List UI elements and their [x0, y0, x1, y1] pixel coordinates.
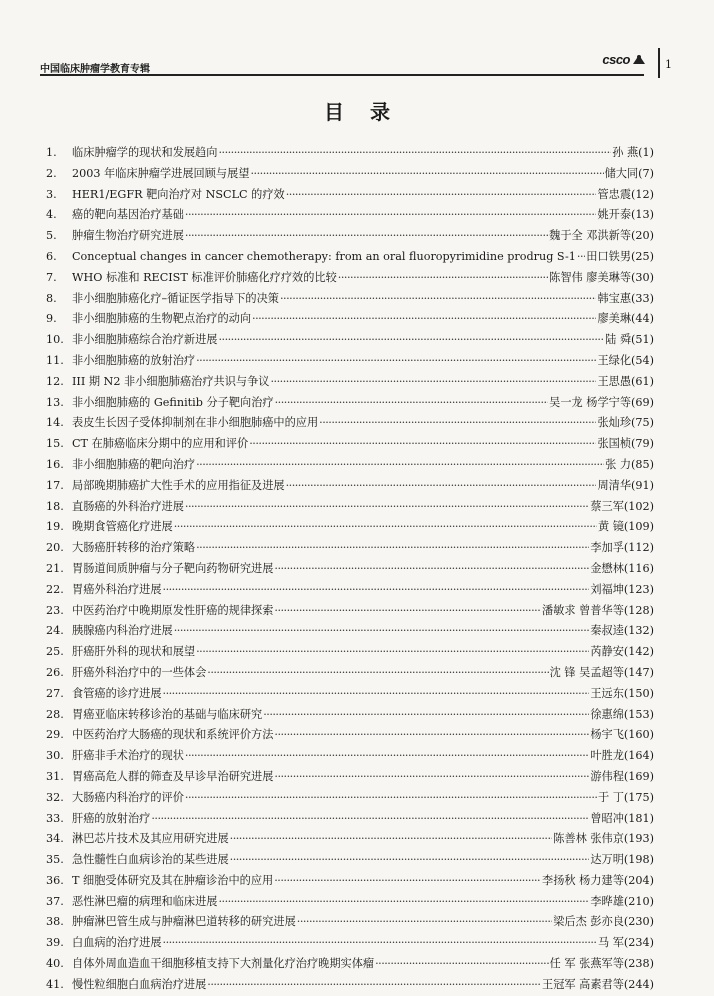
entry-page: (128) [623, 603, 654, 617]
toc-entry[interactable] [46, 975, 654, 996]
dot-leader [218, 892, 589, 913]
entry-page: (54) [631, 353, 654, 367]
toc-entry[interactable] [46, 351, 654, 372]
entry-page: (51) [631, 333, 654, 347]
entry-number: 7. [46, 270, 57, 284]
dot-leader [375, 954, 549, 975]
entry-title: 慢性粒细胞白血病治疗进展 [72, 977, 207, 991]
entry-title: 白血病的治疗进展 [72, 936, 162, 950]
page-header [40, 52, 672, 76]
entry-number: 13. [46, 395, 64, 409]
entry-title: 大肠癌肝转移的治疗策略 [72, 541, 196, 555]
entry-number: 35. [46, 853, 64, 867]
toc-entry[interactable] [46, 226, 654, 247]
dot-leader [297, 912, 552, 933]
toc-entry[interactable] [46, 892, 654, 913]
entry-number: 22. [46, 582, 64, 596]
toc-entry[interactable] [46, 434, 654, 455]
entry-title: CT 在肺癌临床分期中的应用和评价 [72, 437, 249, 451]
entry-title: 急性髓性白血病诊治的某些进展 [72, 853, 229, 867]
entry-number: 4. [46, 208, 57, 222]
toc-entry[interactable] [46, 309, 654, 330]
entry-page: (75) [631, 416, 654, 430]
logo-text: csco [602, 52, 630, 67]
entry-author: 陆 舜 [605, 333, 632, 347]
dot-leader [174, 621, 590, 642]
toc-entry[interactable] [46, 788, 654, 809]
entry-page: (30) [631, 270, 654, 284]
entry-author: 沈 锋 吴孟超等 [549, 665, 624, 679]
entry-author: 潘敏求 曾普华等 [542, 603, 624, 617]
dot-leader [274, 601, 541, 622]
toc-entry[interactable] [46, 164, 654, 185]
entry-title: III 期 N2 非小细胞肺癌治疗共识与争议 [72, 374, 270, 388]
entry-page: (160) [623, 728, 654, 742]
entry-title: 食管癌的诊疗进展 [72, 686, 162, 700]
entry-author: 陈善林 张伟京 [553, 832, 624, 846]
toc-entry[interactable] [46, 705, 654, 726]
dot-leader [207, 663, 548, 684]
toc-entry[interactable] [46, 559, 654, 580]
entry-number: 30. [46, 749, 64, 763]
entry-author: 于 丁 [597, 790, 624, 804]
entry-number: 39. [46, 936, 64, 950]
entry-number: 34. [46, 832, 64, 846]
entry-title: HER1/EGFR 靶向治疗对 NSCLC 的疗效 [72, 187, 285, 201]
entry-title: 胰腺癌内科治疗进展 [72, 624, 173, 638]
entry-author: 金懋林 [590, 561, 624, 575]
entry-title: 大肠癌内科治疗的评价 [72, 790, 184, 804]
dot-leader [196, 351, 596, 372]
entry-author: 管忠震 [597, 187, 632, 201]
entry-author: 叶胜龙 [590, 749, 624, 763]
entry-number: 16. [46, 457, 64, 471]
toc-entry[interactable] [46, 247, 654, 268]
entry-author: 王远东 [590, 686, 624, 700]
entry-title: 非小细胞肺癌的放射治疗 [72, 353, 196, 367]
entry-title: 中医药治疗大肠癌的现状和系统评价方法 [72, 728, 274, 742]
entry-author: 周清华 [597, 478, 632, 492]
dot-leader [185, 497, 589, 518]
dot-leader [338, 268, 548, 289]
entry-title: 2003 年临床肿瘤学进展回顾与展望 [72, 166, 250, 180]
logo-figure-icon [632, 53, 646, 65]
entry-author: 任 军 张燕军等 [549, 957, 624, 971]
entry-author: 秦叔逵 [590, 624, 624, 638]
entry-page: (153) [623, 707, 654, 721]
entry-author: 王绿化 [597, 353, 632, 367]
dot-leader [274, 871, 541, 892]
dot-leader [185, 205, 597, 226]
entry-number: 2. [46, 166, 57, 180]
entry-page: (85) [631, 457, 654, 471]
entry-author: 曾昭冲 [590, 811, 624, 825]
entry-page: (1) [638, 146, 654, 159]
toc-entry[interactable] [46, 289, 654, 310]
entry-title: 局部晚期肺癌扩大性手术的应用指征及进展 [72, 478, 285, 492]
dot-leader [185, 226, 548, 247]
dot-leader [274, 559, 589, 580]
csco-logo [602, 52, 646, 67]
entry-number: 12. [46, 374, 64, 388]
entry-page: (132) [623, 624, 654, 638]
toc-entry[interactable] [46, 455, 654, 476]
entry-author: 游伟程 [590, 769, 624, 783]
entry-title: 癌的靶向基因治疗基础 [72, 208, 184, 222]
entry-title: 肿瘤淋巴管生成与肿瘤淋巴道转移的研究进展 [72, 915, 296, 929]
entry-page: (12) [631, 187, 654, 201]
entry-author: 廖美琳 [597, 312, 632, 326]
dot-leader [218, 143, 611, 164]
entry-page: (193) [623, 832, 654, 846]
toc-entry[interactable] [46, 185, 654, 206]
entry-author: 魏于全 邓洪新等 [549, 229, 632, 243]
entry-author: 张 力 [605, 457, 632, 471]
entry-author: 黄 镜 [597, 520, 624, 534]
dot-leader [274, 725, 589, 746]
entry-author: 李扬秋 杨力建等 [542, 873, 624, 887]
entry-number: 19. [46, 520, 64, 534]
entry-title: 非小细胞肺癌的生物靶点治疗的动向 [72, 312, 252, 326]
entry-page: (234) [623, 936, 654, 950]
dot-leader [319, 413, 596, 434]
dot-leader [185, 746, 589, 767]
header-rule [40, 74, 644, 76]
entry-number: 14. [46, 416, 64, 430]
entry-title: 非小细胞肺癌的靶向治疗 [72, 457, 196, 471]
entry-number: 3. [46, 187, 57, 201]
dot-leader [286, 185, 597, 206]
entry-number: 28. [46, 707, 64, 721]
entry-page: (150) [623, 686, 654, 700]
dot-leader [263, 705, 589, 726]
entry-number: 37. [46, 894, 64, 908]
entry-number: 33. [46, 811, 64, 825]
toc-entry[interactable] [46, 497, 654, 518]
toc-entry[interactable] [46, 580, 654, 601]
entry-title: 胃肠道间质肿瘤与分子靶向药物研究进展 [72, 561, 274, 575]
entry-page: (198) [623, 853, 654, 867]
dot-leader [230, 850, 590, 871]
toc-entry[interactable] [46, 725, 654, 746]
entry-title: 肝癌的放射治疗 [72, 811, 151, 825]
entry-number: 38. [46, 915, 64, 929]
entry-page: (44) [631, 312, 654, 326]
page-number: 1 [665, 58, 672, 71]
toc-entry[interactable] [46, 809, 654, 830]
entry-number: 17. [46, 478, 64, 492]
entry-page: (61) [631, 374, 654, 388]
toc-entry[interactable] [46, 205, 654, 226]
toc-entry[interactable] [46, 684, 654, 705]
dot-leader [185, 788, 597, 809]
entry-author: 王思愚 [597, 374, 632, 388]
dot-leader [151, 809, 589, 830]
toc-entry[interactable] [46, 393, 654, 414]
entry-page: (230) [623, 915, 654, 929]
entry-number: 8. [46, 291, 57, 305]
entry-author: 马 军 [597, 936, 624, 950]
dot-leader [577, 247, 585, 268]
entry-number: 26. [46, 665, 64, 679]
entry-title: 肝癌外科治疗中的一些体会 [72, 665, 207, 679]
entry-title: 表皮生长因子受体抑制剂在非小细胞肺癌中的应用 [72, 416, 319, 430]
entry-title: 淋巴芯片技术及其应用研究进展 [72, 832, 229, 846]
entry-number: 41. [46, 977, 64, 991]
toc-list [46, 143, 654, 996]
entry-page: (109) [623, 520, 654, 534]
header-divider [658, 48, 660, 78]
toc-entry[interactable] [46, 517, 654, 538]
dot-leader [280, 289, 596, 310]
toc-entry[interactable] [46, 143, 654, 164]
entry-title: WHO 标准和 RECIST 标准评价肺癌化疗疗效的比较 [72, 270, 337, 284]
entry-author: 孙 燕 [612, 146, 639, 159]
dot-leader [196, 642, 589, 663]
entry-number: 10. [46, 333, 64, 347]
dot-leader [163, 684, 590, 705]
toc-entry[interactable] [46, 746, 654, 767]
entry-title: T 细胞受体研究及其在肿瘤诊治中的应用 [72, 873, 274, 887]
entry-page: (244) [623, 977, 654, 991]
dot-leader [252, 309, 596, 330]
toc-entry[interactable] [46, 476, 654, 497]
entry-author: 刘福坤 [590, 582, 624, 596]
entry-page: (25) [631, 249, 654, 263]
entry-author: 梁后杰 彭亦良 [553, 915, 624, 929]
journal-title: 中国临床肿瘤学教育专辑 [40, 64, 150, 75]
entry-number: 6. [46, 249, 57, 263]
entry-page: (164) [623, 749, 654, 763]
toc-entry[interactable] [46, 538, 654, 559]
toc-entry[interactable] [46, 767, 654, 788]
dot-leader [250, 164, 603, 185]
entry-title: 肿瘤生物治疗研究进展 [72, 229, 184, 243]
entry-number: 5. [46, 229, 57, 243]
entry-page: (69) [631, 395, 654, 409]
entry-number: 11. [46, 353, 64, 367]
entry-number: 31. [46, 769, 64, 783]
dot-leader [163, 933, 597, 954]
entry-page: (91) [631, 478, 654, 492]
entry-page: (123) [623, 582, 654, 596]
entry-author: 吴一龙 杨学宁等 [549, 395, 632, 409]
entry-page: (102) [623, 499, 654, 513]
entry-title: 胃癌亚临床转移诊治的基础与临床研究 [72, 707, 263, 721]
toc-entry[interactable] [46, 829, 654, 850]
entry-title: 胃癌外科治疗进展 [72, 582, 162, 596]
entry-number: 24. [46, 624, 64, 638]
toc-entry[interactable] [46, 372, 654, 393]
entry-page: (181) [623, 811, 654, 825]
toc-entry[interactable] [46, 330, 654, 351]
entry-number: 9. [46, 312, 57, 326]
entry-page: (175) [623, 790, 654, 804]
entry-title: 晚期食管癌化疗进展 [72, 520, 173, 534]
dot-leader [196, 455, 604, 476]
toc-entry[interactable] [46, 933, 654, 954]
dot-leader [174, 517, 597, 538]
toc-entry[interactable] [46, 850, 654, 871]
toc-entry[interactable] [46, 413, 654, 434]
toc-title: 目录 [324, 100, 416, 124]
entry-author: 达万明 [590, 853, 624, 867]
entry-author: 姚开泰 [597, 208, 632, 222]
entry-title: 非小细胞肺癌化疗–循证医学指导下的决策 [72, 291, 279, 305]
toc-entry[interactable] [46, 871, 654, 892]
dot-leader [218, 330, 604, 351]
entry-author: 芮静安 [590, 645, 624, 659]
entry-title: 恶性淋巴瘤的病理和临床进展 [72, 894, 218, 908]
dot-leader [274, 767, 589, 788]
entry-number: 18. [46, 499, 64, 513]
dot-leader [275, 393, 549, 414]
entry-number: 15. [46, 437, 64, 451]
entry-author: 王冠军 高素君等 [542, 977, 624, 991]
entry-number: 23. [46, 603, 64, 617]
entry-page: (238) [623, 957, 654, 971]
entry-title: 直肠癌的外科治疗进展 [72, 499, 184, 513]
entry-author: 储大同 [604, 166, 639, 180]
entry-page: (7) [638, 166, 654, 180]
dot-leader [286, 476, 597, 497]
dot-leader [270, 372, 596, 393]
entry-page: (147) [623, 665, 654, 679]
entry-page: (20) [631, 229, 654, 243]
entry-number: 29. [46, 728, 64, 742]
entry-page: (33) [631, 291, 654, 305]
entry-page: (79) [631, 437, 654, 451]
toc-entry[interactable] [46, 912, 654, 933]
entry-title: 中医药治疗中晚期原发性肝癌的规律探索 [72, 603, 274, 617]
toc-entry[interactable] [46, 268, 654, 289]
dot-leader [249, 434, 596, 455]
entry-title: 非小细胞肺癌的 Gefinitib 分子靶向治疗 [72, 395, 274, 409]
entry-author: 李晔雄 [590, 894, 624, 908]
entry-number: 32. [46, 790, 64, 804]
entry-author: 李加孚 [590, 541, 624, 555]
toc-entry[interactable] [46, 663, 654, 684]
entry-page: (210) [623, 894, 654, 908]
toc-entry[interactable] [46, 954, 654, 975]
entry-number: 36. [46, 873, 64, 887]
entry-title: 肝癌肝外科的现状和展望 [72, 645, 196, 659]
entry-author: 田口铁男 [586, 249, 632, 263]
dot-leader [163, 580, 590, 601]
entry-page: (142) [623, 645, 654, 659]
entry-author: 蔡三军 [590, 499, 624, 513]
entry-title: 自体外周血造血干细胞移植支持下大剂量化疗治疗晚期实体瘤 [72, 957, 375, 971]
entry-number: 21. [46, 561, 64, 575]
entry-page: (13) [631, 208, 654, 222]
entry-author: 韩宝惠 [597, 291, 632, 305]
entry-page: (112) [623, 541, 654, 555]
entry-number: 1. [46, 146, 57, 159]
toc-entry[interactable] [46, 642, 654, 663]
entry-author: 张国桢 [597, 437, 632, 451]
entry-number: 25. [46, 645, 64, 659]
entry-author: 陈智伟 廖美琳等 [549, 270, 632, 284]
entry-number: 27. [46, 686, 64, 700]
entry-title: 非小细胞肺癌综合治疗新进展 [72, 333, 218, 347]
entry-number: 20. [46, 541, 64, 555]
entry-title: Conceptual changes in cancer chemotherapy: from an oral fluoropyrimidine prodrug S-1 [72, 249, 576, 263]
entry-author: 杨宇飞 [590, 728, 624, 742]
entry-author: 张灿珍 [597, 416, 632, 430]
toc-entry[interactable] [46, 621, 654, 642]
entry-page: (116) [623, 561, 654, 575]
entry-author: 徐惠绵 [590, 707, 624, 721]
entry-number: 40. [46, 957, 64, 971]
dot-leader [196, 538, 589, 559]
toc-entry[interactable] [46, 601, 654, 622]
entry-title: 胃癌高危人群的筛查及早诊早治研究进展 [72, 769, 274, 783]
entry-title: 临床肿瘤学的现状和发展趋向 [72, 146, 218, 159]
entry-title: 肝癌非手术治疗的现状 [72, 749, 184, 763]
entry-page: (169) [623, 769, 654, 783]
dot-leader [207, 975, 541, 996]
entry-page: (204) [623, 873, 654, 887]
dot-leader [230, 829, 553, 850]
